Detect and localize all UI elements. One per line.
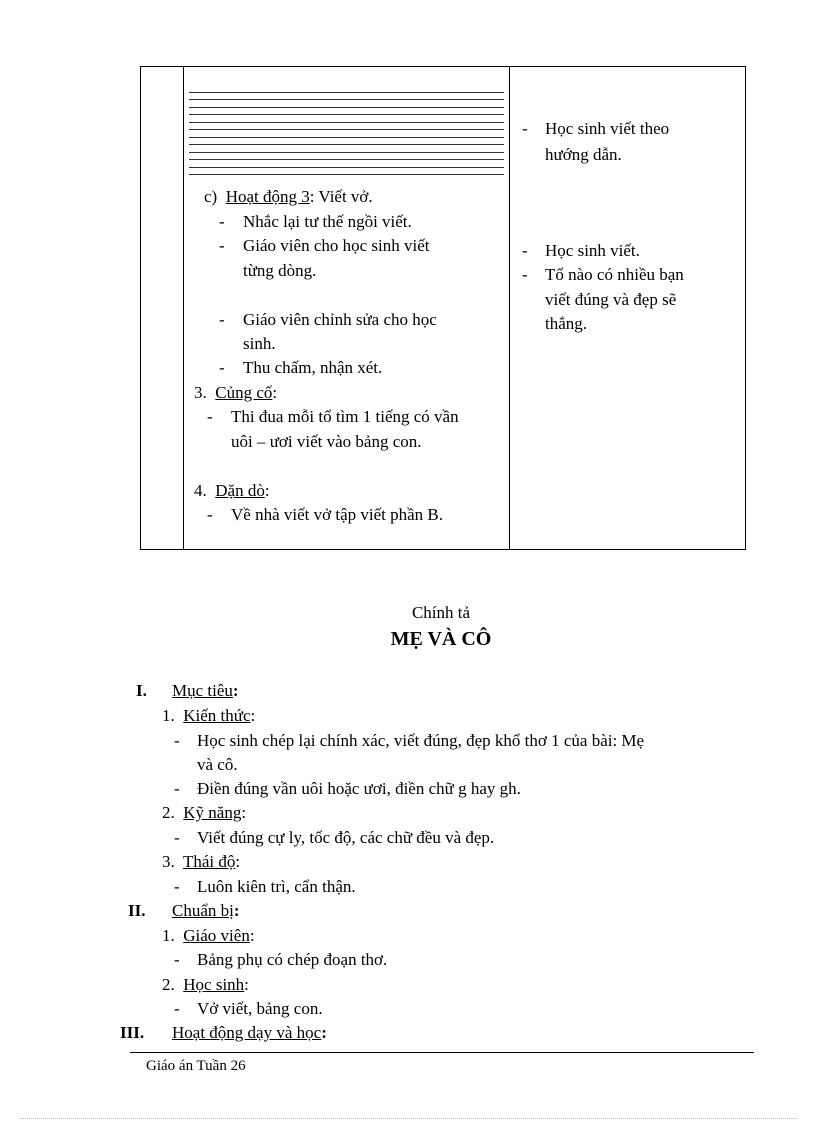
lesson-title: MẸ VÀ CÔ bbox=[390, 628, 492, 650]
list-item: Giáo viên cho học sinh viết bbox=[243, 236, 430, 255]
table-column-divider bbox=[183, 67, 184, 549]
list-item: Luôn kiên trì, cẩn thận. bbox=[197, 877, 356, 896]
subsection-heading: 1. Kiến thức: bbox=[162, 706, 256, 725]
list-bullet: - bbox=[522, 241, 528, 260]
list-bullet: - bbox=[522, 119, 528, 138]
section-II-number: II. bbox=[128, 901, 146, 920]
lesson-subject: Chính tả bbox=[411, 603, 471, 622]
section3-heading: 3. Củng cố: bbox=[194, 383, 278, 402]
table-column-divider bbox=[509, 67, 510, 549]
footer-text: Giáo án Tuần 26 bbox=[146, 1058, 246, 1074]
section-III-number: III. bbox=[120, 1023, 145, 1042]
list-item: uôi – ươi viết vào bảng con. bbox=[231, 432, 422, 451]
list-bullet: - bbox=[174, 877, 180, 896]
list-bullet: - bbox=[174, 779, 180, 798]
subsection-heading: 2. Học sinh: bbox=[162, 975, 249, 994]
table-right-text: viết đúng và đẹp sẽ bbox=[545, 290, 677, 309]
list-bullet: - bbox=[219, 310, 225, 329]
list-item: Thu chấm, nhận xét. bbox=[243, 358, 383, 377]
list-item: Viết đúng cự ly, tốc độ, các chữ đều và đẹp. bbox=[197, 828, 495, 847]
footer-rule bbox=[130, 1052, 754, 1053]
list-item: Về nhà viết vở tập viết phần B. bbox=[231, 505, 443, 524]
list-item: Điền đúng vần uôi hoặc ươi, điền chữ g hay gh. bbox=[197, 779, 521, 798]
list-item: Bảng phụ có chép đoạn thơ. bbox=[197, 950, 388, 969]
section-II-heading: Chuẩn bị: bbox=[172, 901, 240, 920]
table-right-text: Học sinh viết theo bbox=[545, 119, 670, 138]
table-right-text: Học sinh viết. bbox=[545, 241, 640, 260]
list-bullet: - bbox=[207, 407, 213, 426]
subsection-heading: 1. Giáo viên: bbox=[162, 926, 255, 945]
list-item: Nhắc lại tư thế ngồi viết. bbox=[243, 212, 412, 231]
list-bullet: - bbox=[174, 999, 180, 1018]
list-bullet: - bbox=[522, 265, 528, 284]
list-item: và cô. bbox=[197, 755, 238, 774]
list-bullet: - bbox=[219, 212, 225, 231]
list-item: Vở viết, bảng con. bbox=[197, 999, 323, 1018]
subsection-heading: 2. Kỹ năng: bbox=[162, 803, 247, 822]
section-I-heading: Mục tiêu: bbox=[172, 681, 239, 700]
list-item: Giáo viên chỉnh sửa cho học bbox=[243, 310, 437, 329]
list-item: sinh. bbox=[243, 334, 276, 353]
table-right-text: hướng dẫn. bbox=[545, 145, 622, 164]
activity3-heading: c) Hoạt động 3: Viết vở. bbox=[204, 187, 373, 206]
list-item: Học sinh chép lại chính xác, viết đúng, đẹp khổ thơ 1 của bài: Mẹ bbox=[197, 731, 645, 750]
list-bullet: - bbox=[174, 828, 180, 847]
section4-heading: 4. Dặn dò: bbox=[194, 481, 270, 500]
list-bullet: - bbox=[219, 358, 225, 377]
table-right-text: thắng. bbox=[545, 314, 588, 333]
list-bullet: - bbox=[219, 236, 225, 255]
page-edge-divider bbox=[20, 1118, 796, 1119]
subsection-heading: 3. Thái độ: bbox=[162, 852, 241, 871]
table-right-text: Tổ nào có nhiều bạn bbox=[545, 265, 684, 284]
list-item: từng dòng. bbox=[243, 261, 317, 280]
list-item: Thi đua mỗi tổ tìm 1 tiếng có vần bbox=[231, 407, 459, 426]
section-I-number: I. bbox=[136, 681, 147, 700]
list-bullet: - bbox=[174, 950, 180, 969]
section-III-heading: Hoạt động dạy và học: bbox=[172, 1023, 327, 1042]
list-bullet: - bbox=[207, 505, 213, 524]
list-bullet: - bbox=[174, 731, 180, 750]
